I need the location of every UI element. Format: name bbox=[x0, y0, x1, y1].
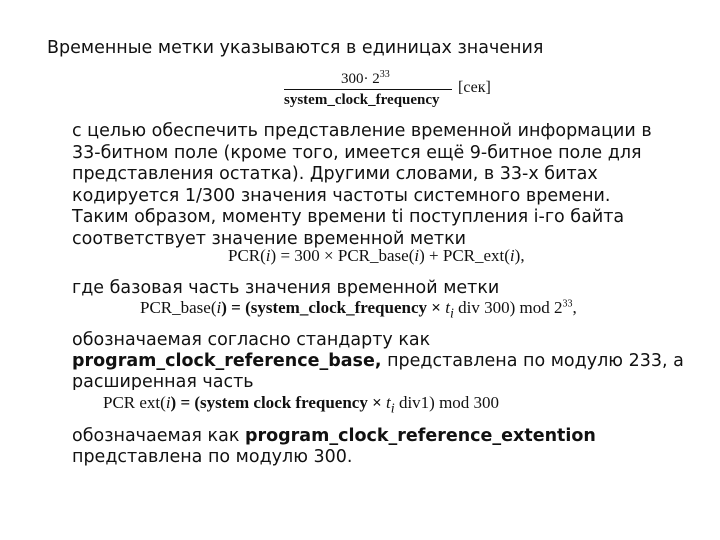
paragraph-extension-line1: обозначаемая как program_clock_reference_extention bbox=[72, 426, 596, 446]
fraction-line bbox=[284, 89, 452, 90]
term-program-clock-reference-extention: program_clock_reference_extention bbox=[244, 426, 596, 446]
paragraph-standard-line1: обозначаемая согласно стандарту как bbox=[72, 330, 431, 350]
heading: Временные метки указываются в единицах значения bbox=[47, 38, 544, 58]
formula-units-numerator: $300\cdot 2^{33}$ bbox=[341, 69, 390, 87]
term-program-clock-reference-base: program_clock_reference_base, bbox=[72, 351, 382, 371]
formula-units-denominator: system_clock_frequency bbox=[284, 92, 440, 108]
paragraph-standard-line2: program_clock_reference_base, представлена по модулю 233, а bbox=[72, 351, 684, 371]
paragraph-base-part: где базовая часть значения временной метки bbox=[72, 278, 500, 298]
paragraph-extension-line2: представлена по модулю 300. bbox=[72, 447, 353, 467]
formula-pcr-base: PCR_base(i) = (system_clock_frequency × $t_i$ div 300) mod $2^{33}$, bbox=[140, 298, 577, 322]
formula-pcr: PCR(i) = 300 × PCR_base(i) + PCR_ext(i), bbox=[228, 246, 525, 265]
formula-units-unit: [сек] bbox=[458, 79, 491, 96]
formula-pcr-ext: PCR ext(i) = (system clock frequency × $t_i$ div1) mod 300 bbox=[103, 393, 500, 417]
paragraph-standard-line3: расширенная часть bbox=[72, 372, 254, 390]
paragraph-description: с целью обеспечить представление временной информации в 33-битном поле (кроме того, имеется ещё 9-битное поле для представления остатка). Другими словами, в 33-х битах кодируется 1/300 значения частоты системного времени. Таким образом, моменту времени ti поступления i-го байта соответствует значение временной метки bbox=[72, 121, 652, 249]
